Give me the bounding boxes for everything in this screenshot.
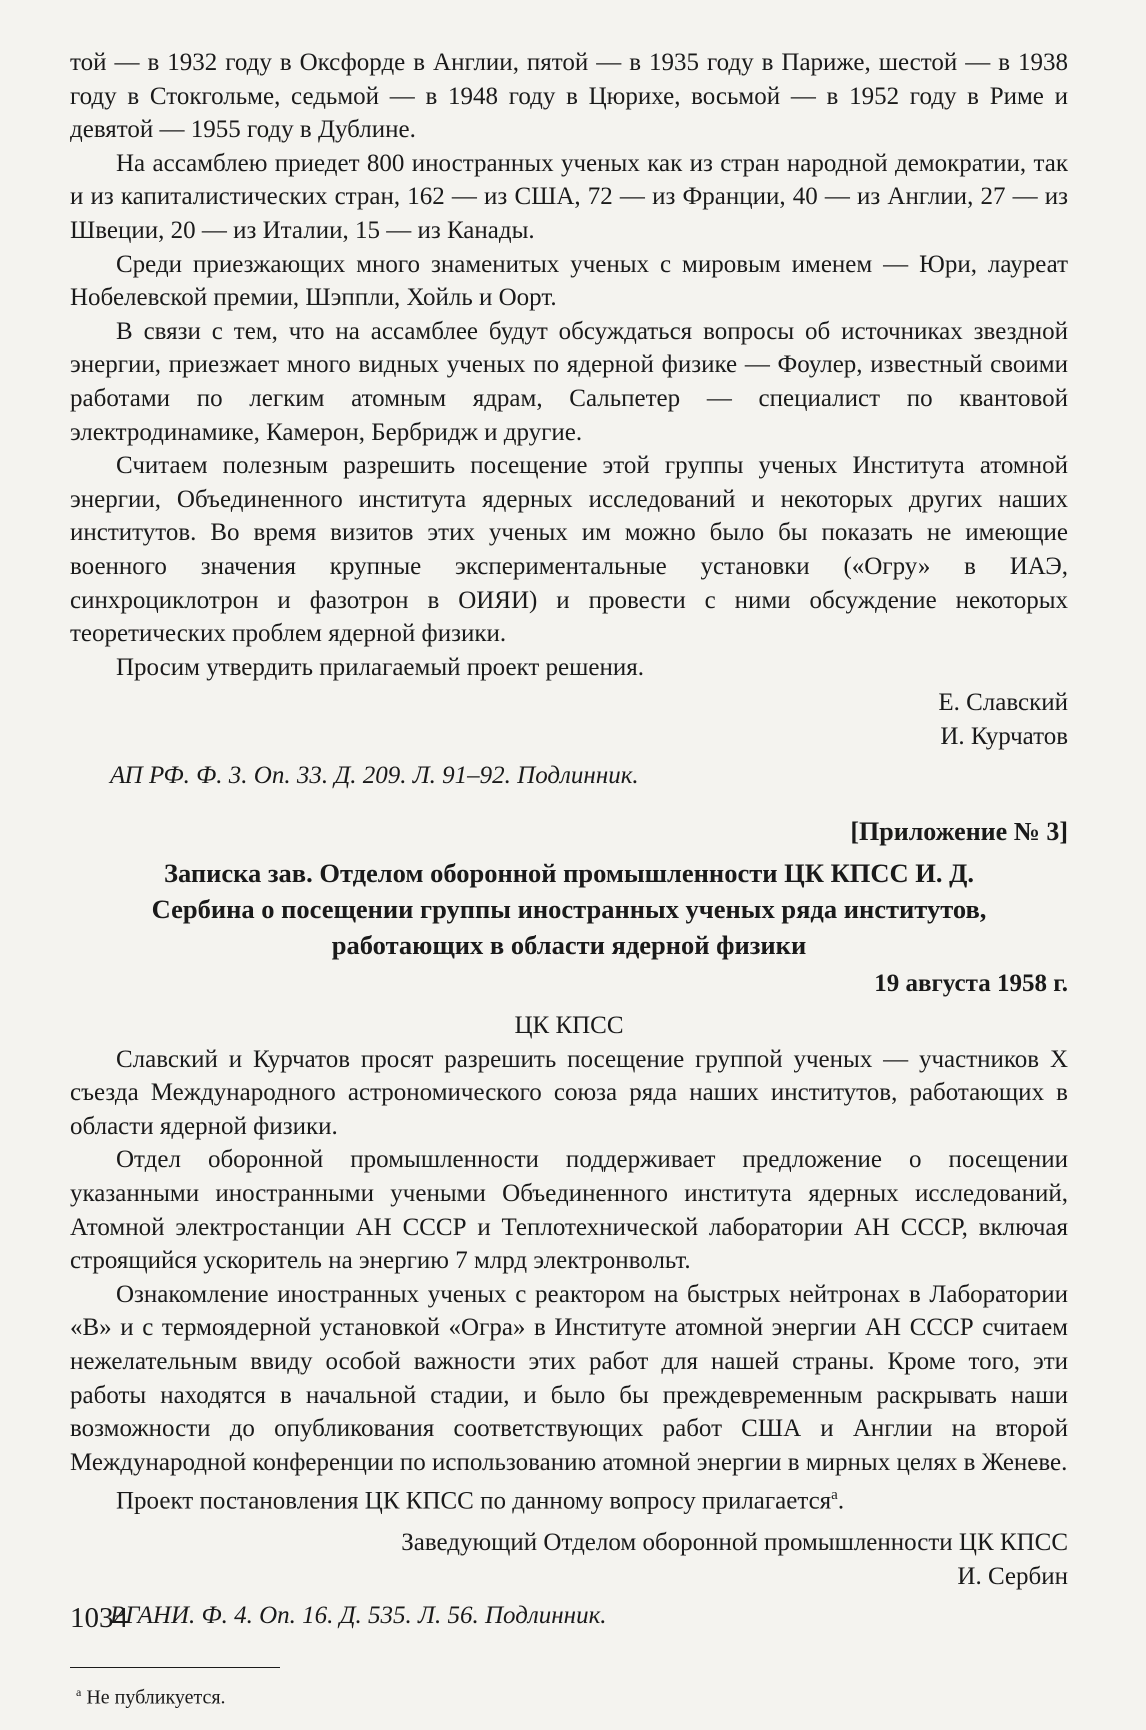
signature-block <box>70 1526 1068 1593</box>
paragraph-last <box>70 1479 1068 1518</box>
paragraph-text: Проект постановления ЦК КПСС по данному вопросу прилагается <box>116 1487 832 1515</box>
signature-kurchatov: И. Курчатов <box>940 722 1068 750</box>
footnote-mark: а <box>76 1685 82 1700</box>
document-date: 19 августа 1958 г. <box>874 970 1068 998</box>
signature-slavsky: Е. Славский <box>938 689 1068 717</box>
signature-serbin: И. Сербин <box>957 1562 1068 1590</box>
paragraph: Славский и Курчатов просят разрешить посещение группой ученых — участников X съезда Международного астрономического союза ряда наших институтов, работающих в области ядерной физики. <box>70 1045 1068 1140</box>
paragraph: На ассамблею приедет 800 иностранных ученых как из стран народной демократии, так и из капиталистических стран, 162 — из США, 72 — из Франции, 40 — из Англии, 27 — из Швеции, 20 — из Италии, 15 — из Канады. <box>70 149 1068 244</box>
footnote <box>76 1678 1068 1712</box>
paragraph: Ознакомление иностранных ученых с реактором на быстрых нейтронах в Лаборатории «В» и с термоядерной установкой «Огра» в Институте атомной энергии АН СССР считаем нежелательным ввиду особой важности этих работ для нашей страны. Кроме того, эти работы находятся в начальной стадии, и было бы преждевременным раскрывать наши возможности до опубликования соответствующих работ США и Англии на второй Международной конференции по использованию атомной энергии в мирных целях в Женеве. <box>70 1280 1068 1476</box>
paragraph: Считаем полезным разрешить посещение этой группы ученых Института атомной энергии, Объединенного института ядерных исследований и некоторых других наших институтов. Во время визитов этих ученых им можно было бы показать не имеющие военного значения крупные экспериментальные установки («Огру» в ИАЭ, синхроциклотрон и фазотрон в ОИЯИ) и провести с ними обсуждение некоторых теоретических проблем ядерной физики. <box>70 452 1068 648</box>
appendix-label: [Приложение № 3] <box>850 817 1068 847</box>
paragraph: Отдел оборонной промышленности поддерживает предложение о посещении указанными иностранными учеными Объединенного института ядерных исследований, Атомной электростанции АН СССР и Теплотехнической лаборатории АН СССР, включая строящийся ускоритель на энергию 7 млрд электронвольт. <box>70 1146 1068 1275</box>
paragraph: Просим утвердить прилагаемый проект решения. <box>116 653 644 681</box>
signature-block <box>70 686 1068 753</box>
addressee: ЦК КПСС <box>514 1012 624 1040</box>
signature-position: Заведующий Отделом оборонной промышленности ЦК КПСС <box>401 1529 1068 1557</box>
paragraph: той — в 1932 году в Оксфорде в Англии, пятой — в 1935 году в Париже, шестой — в 1938 году в Стокгольме, седьмой — в 1948 году в Цюрихе, восьмой — в 1952 году в Риме и девятой — 1955 году в Дублине. <box>70 49 1068 144</box>
archive-source: АП РФ. Ф. 3. Оп. 33. Д. 209. Л. 91–92. Подлинник. <box>110 762 639 790</box>
footnote-divider <box>70 1667 280 1668</box>
footnote-text: Не публикуется. <box>86 1686 226 1709</box>
document-title: Записка зав. Отделом оборонной промышленности ЦК КПСС И. Д. Сербина о посещении группы иностранных ученых ряда институтов, работающих в области ядерной физики <box>151 858 987 961</box>
paragraph: В связи с тем, что на ассамблее будут обсуждаться вопросы об источниках звездной энергии, приезжает много видных ученых по ядерной физике — Фоулер, известный своими работами по легким атомным ядрам, Сальпетер — специалист по квантовой электродинамике, Камерон, Бербридж и другие. <box>70 317 1068 446</box>
page-number: 1034 <box>70 1602 128 1634</box>
archive-source: РГАНИ. Ф. 4. Оп. 16. Д. 535. Л. 56. Подлинник. <box>110 1602 607 1630</box>
paragraph: Среди приезжающих много знаменитых ученых с мировым именем — Юри, лауреат Нобелевской премии, Шэппли, Хойль и Оорт. <box>70 250 1068 312</box>
paragraph-end: . <box>837 1487 845 1515</box>
footnote-reference[interactable]: а <box>831 1487 838 1504</box>
